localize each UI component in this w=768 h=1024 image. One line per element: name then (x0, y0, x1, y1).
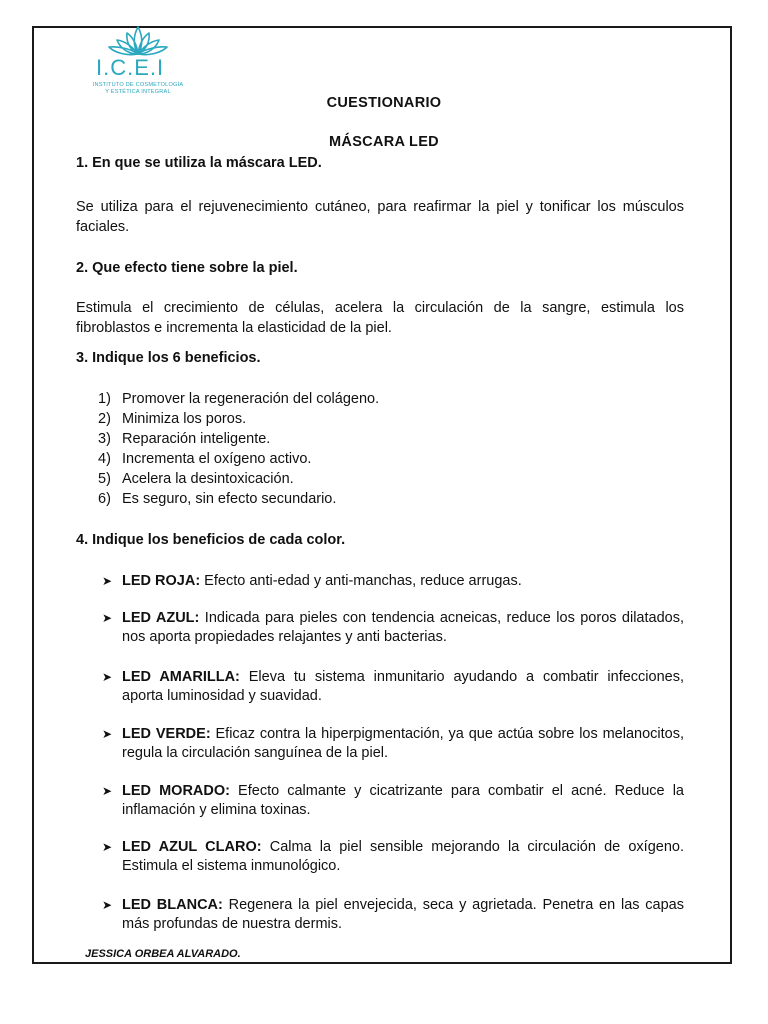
document-title: CUESTIONARIO (326, 95, 442, 111)
answer-2: Estimula el crecimiento de células, acelera la circulación de la sangre, estimula los fibroblastos e incrementa la elasticidad de la piel. (76, 300, 684, 336)
document-subtitle: MÁSCARA LED (329, 134, 439, 150)
logo-tagline: INSTITUTO DE COSMETOLOGÍA Y ESTÉTICA INTEGRAL (92, 82, 184, 95)
led-label: LED AZUL CLARO: (122, 839, 262, 855)
list-item: 4) Incrementa el oxígeno activo. (98, 451, 312, 467)
lotus-icon (106, 24, 170, 56)
led-label: LED VERDE: (122, 726, 211, 742)
arrow-bullet-icon: ➤ (102, 574, 113, 588)
list-item: 3) Reparación inteligente. (98, 431, 271, 447)
benefits-list (98, 389, 379, 509)
institute-logo (88, 24, 198, 104)
led-label: LED ROJA: (122, 573, 201, 589)
led-label: LED AZUL: (122, 610, 200, 626)
list-item: 1) Promover la regeneración del colágeno. (98, 391, 380, 407)
arrow-bullet-icon: ➤ (102, 784, 113, 798)
question-4: 4. Indique los beneficios de cada color. (76, 532, 346, 548)
led-label: LED AMARILLA: (122, 669, 240, 685)
answer-1: Se utiliza para el rejuvenecimiento cutáneo, para reafirmar la piel y tonificar los músculos faciales. (76, 199, 684, 235)
led-label: LED MORADO: (122, 783, 230, 799)
question-2: 2. Que efecto tiene sobre la piel. (76, 260, 298, 276)
arrow-bullet-icon: ➤ (102, 727, 113, 741)
arrow-bullet-icon: ➤ (102, 898, 113, 912)
list-item: 2) Minimiza los poros. (98, 411, 247, 427)
arrow-bullet-icon: ➤ (102, 670, 113, 684)
led-label: LED BLANCA: (122, 897, 223, 913)
question-3: 3. Indique los 6 beneficios. (76, 350, 261, 366)
arrow-bullet-icon: ➤ (102, 840, 113, 854)
list-item: 6) Es seguro, sin efecto secundario. (98, 491, 337, 507)
question-1: 1. En que se utiliza la máscara LED. (76, 155, 322, 171)
logo-name: I.C.E.I (96, 55, 165, 80)
author-signature: JESSICA ORBEA ALVARADO. (85, 948, 241, 960)
arrow-bullet-icon: ➤ (102, 611, 113, 625)
list-item: 5) Acelera la desintoxicación. (98, 471, 294, 487)
